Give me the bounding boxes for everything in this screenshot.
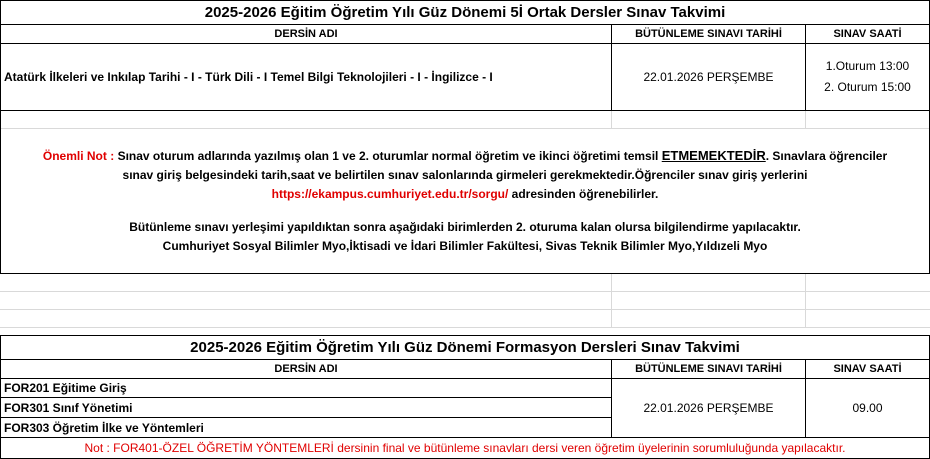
note-label: Önemli Not : [42,148,115,163]
important-note-block [0,128,930,274]
course-for201: FOR201 Eğitime Giriş [4,381,127,395]
section2-date-cell [611,378,806,438]
section2-course-row [0,417,612,438]
ekampus-link[interactable]: https://ekampus.cumhuriyet.edu.tr/sorgu/ [271,186,509,201]
note-line-4: Bütünleme sınavı yerleşimi yapıldıktan sonra aşağıdaki birimlerden 2. oturuma kalan olursa bilgilendirme yapılacaktır. [129,219,801,234]
section2-time-cell [805,378,930,438]
note-emphasis: ETMEMEKTEDİR [661,147,766,163]
note-line-3 [272,185,659,204]
section2-header-date: BÜTÜNLEME SINAVI TARİHİ [611,359,806,379]
section1-header-date: BÜTÜNLEME SINAVI TARİHİ [611,24,806,44]
note-line-1 [43,146,887,166]
section1-header-course: DERSİN ADI [0,24,612,44]
section2-title: 2025-2026 Eğitim Öğretim Yılı Güz Dönemi Formasyon Dersleri Sınav Takvimi [0,335,930,360]
section2-exam-time: 09.00 [852,401,883,415]
section2-course-row [0,397,612,418]
course-for301: FOR301 Sınıf Yönetimi [4,400,133,415]
section1-course-name: Atatürk İlkeleri ve Inkılap Tarihi - I - Türk Dili - I Temel Bilgi Teknolojileri - I - İngilizce - I [4,70,493,84]
gridline [805,111,806,129]
section1-header-time: SINAV SAATİ [805,24,930,44]
section2-header-course: DERSİN ADI [0,359,612,379]
gridline [611,111,612,129]
section2-header-time: SINAV SAATİ [805,359,930,379]
section1-session2-time: 2. Oturum 15:00 [824,80,911,94]
empty-row [0,292,930,310]
section1-time-cell [805,43,930,111]
section1-exam-date: 22.01.2026 PERŞEMBE [643,70,774,84]
section1-session1-time: 1.Oturum 13:00 [825,59,910,73]
gridline [611,274,612,328]
empty-row [0,310,930,328]
empty-row [0,274,930,292]
gridline [805,274,806,328]
section1-date-cell [611,43,806,111]
section2-course-row [0,378,612,398]
section1-course-cell [0,43,612,111]
note-line1-end: . Sınavlara öğrenciler [765,148,888,163]
note-line1-text: Sınav oturum adlarında yazılmış olan 1 ve 2. oturumlar normal öğretim ve ikinci öğretimi temsil [117,148,659,163]
course-for303: FOR303 Öğretim İlke ve Yöntemleri [4,420,204,435]
section1-title: 2025-2026 Eğitim Öğretim Yılı Güz Dönemi 5İ Ortak Dersler Sınav Takvimi [0,0,930,25]
spacer-row [0,111,930,129]
section2-footnote: Not : FOR401-ÖZEL ÖĞRETİM YÖNTEMLERİ dersinin final ve bütünleme sınavları dersi veren öğretim üyelerinin sorumluluğunda yapılacaktır. [0,437,930,459]
note-line-5: Cumhuriyet Sosyal Bilimler Myo,İktisadi ve İdari Bilimler Fakültesi, Sivas Teknik Bilimler Myo,Yıldızeli Myo [162,238,768,253]
note-line3-end: adresinden öğrenebilirler. [508,186,659,201]
section2-exam-date: 22.01.2026 PERŞEMBE [643,401,774,415]
note-line-2: sınav giriş belgesindeki tarih,saat ve belirtilen sınav salonlarında girmeleri gerekmektedir.Öğrenciler sınav giriş yerlerini [122,167,808,182]
